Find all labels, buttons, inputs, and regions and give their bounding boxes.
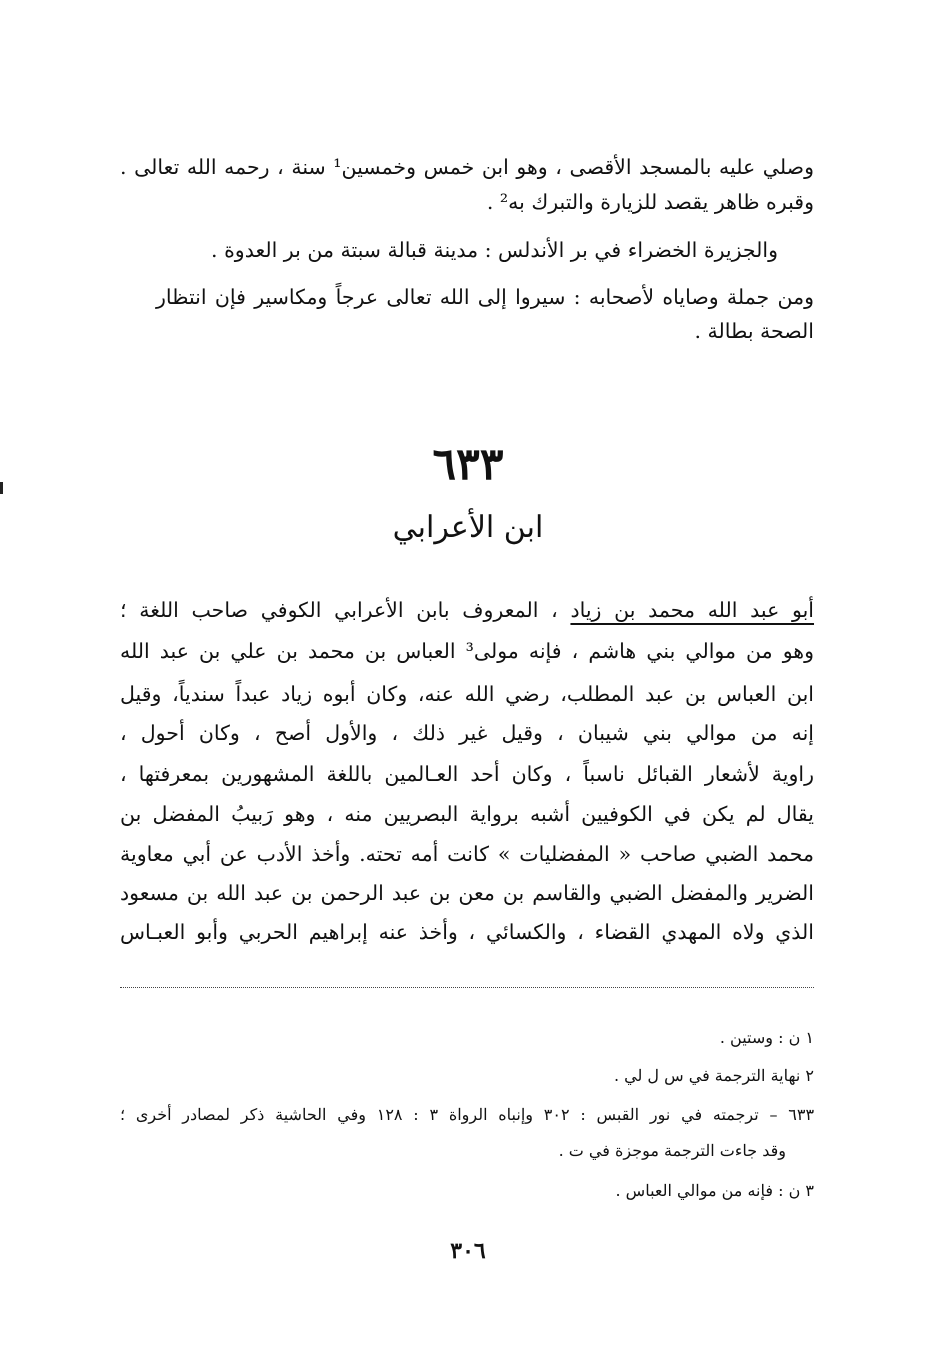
top-line-2: وقبره ظاهر يقصد للزيارة والتبرك به² . xyxy=(486,190,814,214)
footnote-3: ٣ ن : فإنه من موالي العباس . xyxy=(615,1181,814,1200)
top-line-4: ومن جملة وصاياه لأصحابه : سيروا إلى الله تعالى عرجاً ومكاسير فإن انتظار xyxy=(156,285,814,309)
body-line-3: ابن العباس بن عبد المطلب، رضي الله عنه، وكان أبوه زياد عبداً سندياً، وقيل xyxy=(120,682,814,706)
footnote-separator xyxy=(120,987,814,988)
body-line-1-rest: ، المعروف بابن الأعرابي الكوفي صاحب اللغة ؛ xyxy=(120,598,558,622)
subject-name: أبو عبد الله محمد بن زياد xyxy=(570,598,815,622)
footnote-633: ٦٣٣ – ترجمته في نور القبس : ٣٠٢ وإنباه الرواة ٣ : ١٢٨ وفي الحاشية ذكر لمصادر أخرى ؛ xyxy=(120,1105,815,1124)
body-line-1 xyxy=(120,596,814,624)
entry-number: ٦٣٣ xyxy=(432,439,504,490)
top-line-1: وصلي عليه بالمسجد الأقصى ، وهو ابن خمس وخمسين¹ سنة ، رحمه الله تعالى . xyxy=(120,155,814,179)
body-line-5: راوية لأشعار القبائل ناسباً ، وكان أحد العـالمين باللغة المشهورين بمعرفتها ، xyxy=(120,762,814,786)
footnote-2: ٢ نهاية الترجمة في س ل لي . xyxy=(613,1066,814,1085)
body-line-4: إنه من موالي بني شيبان ، وقيل غير ذلك ، والأول أصح ، وكان أحول ، xyxy=(120,721,814,745)
footnote-633-cont: وقد جاءت الترجمة موجزة في ت . xyxy=(558,1141,786,1160)
body-line-6: يقال لم يكن في الكوفيين أشبه برواية البصريين منه ، وهو رَبيبُ المفضل بن xyxy=(120,802,814,826)
body-line-2: وهو من موالي بني هاشم ، فإنه مولى³ العباس بن محمد بن علي بن عبد الله xyxy=(120,639,815,663)
top-line-3: والجزيرة الخضراء في بر الأندلس : مدينة قبالة سبتة من بر العدوة . xyxy=(211,238,778,262)
page-number: ٣٠٦ xyxy=(450,1238,486,1264)
body-line-7: محمد الضبي صاحب « المفضليات » كانت أمه تحته. وأخذ الأدب عن أبي معاوية xyxy=(120,842,814,866)
body-line-8: الضرير والمفضل الضبي والقاسم بن معن بن عبد الرحمن بن عبد الله بن مسعود xyxy=(120,881,814,905)
body-line-9: الذي ولاه المهدي القضاء ، والكسائي ، وأخذ عنه إبراهيم الحربي وأبو العبـاس xyxy=(120,920,814,944)
footnote-1: ١ ن : وستين . xyxy=(719,1028,814,1047)
top-line-5: الصحة بطالة . xyxy=(694,319,814,343)
entry-title: ابن الأعرابي xyxy=(392,510,544,545)
